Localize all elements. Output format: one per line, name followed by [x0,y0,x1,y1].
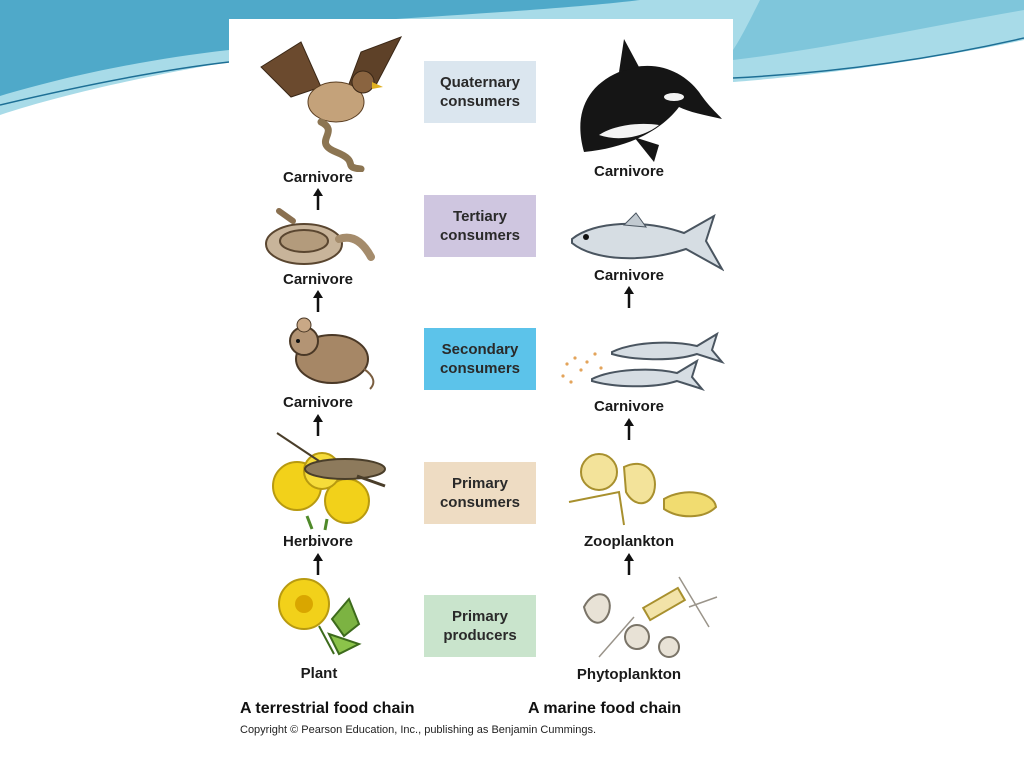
arrow-up-icon [313,553,323,575]
marine-caption: A marine food chain [528,700,682,717]
flowering-plant-image [274,574,369,659]
marine-label-3: Carnivore [593,398,665,415]
marine-label-4: Zooplankton [584,533,674,550]
terrestrial-caption: A terrestrial food chain [240,700,415,717]
terrestrial-label-2: Carnivore [282,271,354,288]
zooplankton-image [564,447,724,527]
level-quaternary-consumers: Quaternary consumers [424,61,536,123]
terrestrial-label-5: Plant [300,665,338,682]
level-tertiary-consumers: Tertiary consumers [424,195,536,257]
sardines-image [557,324,727,394]
arrow-up-icon [313,290,323,312]
terrestrial-label-4: Herbivore [282,533,354,550]
arrow-up-icon [624,286,634,308]
mouse-image [274,311,379,391]
grasshopper-on-flower-image [267,431,397,531]
level-primary-consumers: Primary consumers [424,462,536,524]
food-chain-figure [229,19,733,747]
marine-label-2: Carnivore [593,267,665,284]
copyright-notice: Copyright © Pearson Education, Inc., publishing as Benjamin Cummings. [240,724,597,736]
terrestrial-label-1: Carnivore [282,169,354,186]
level-primary-producers: Primary producers [424,595,536,657]
rattlesnake-image [259,199,379,274]
marine-label-5: Phytoplankton [576,666,682,683]
marine-label-1: Carnivore [593,163,665,180]
terrestrial-label-3: Carnivore [282,394,354,411]
killer-whale-image [564,37,724,162]
hawk-eating-snake-image [251,27,411,172]
phytoplankton-image [569,567,719,667]
arrow-up-icon [624,418,634,440]
level-secondary-consumers: Secondary consumers [424,328,536,390]
